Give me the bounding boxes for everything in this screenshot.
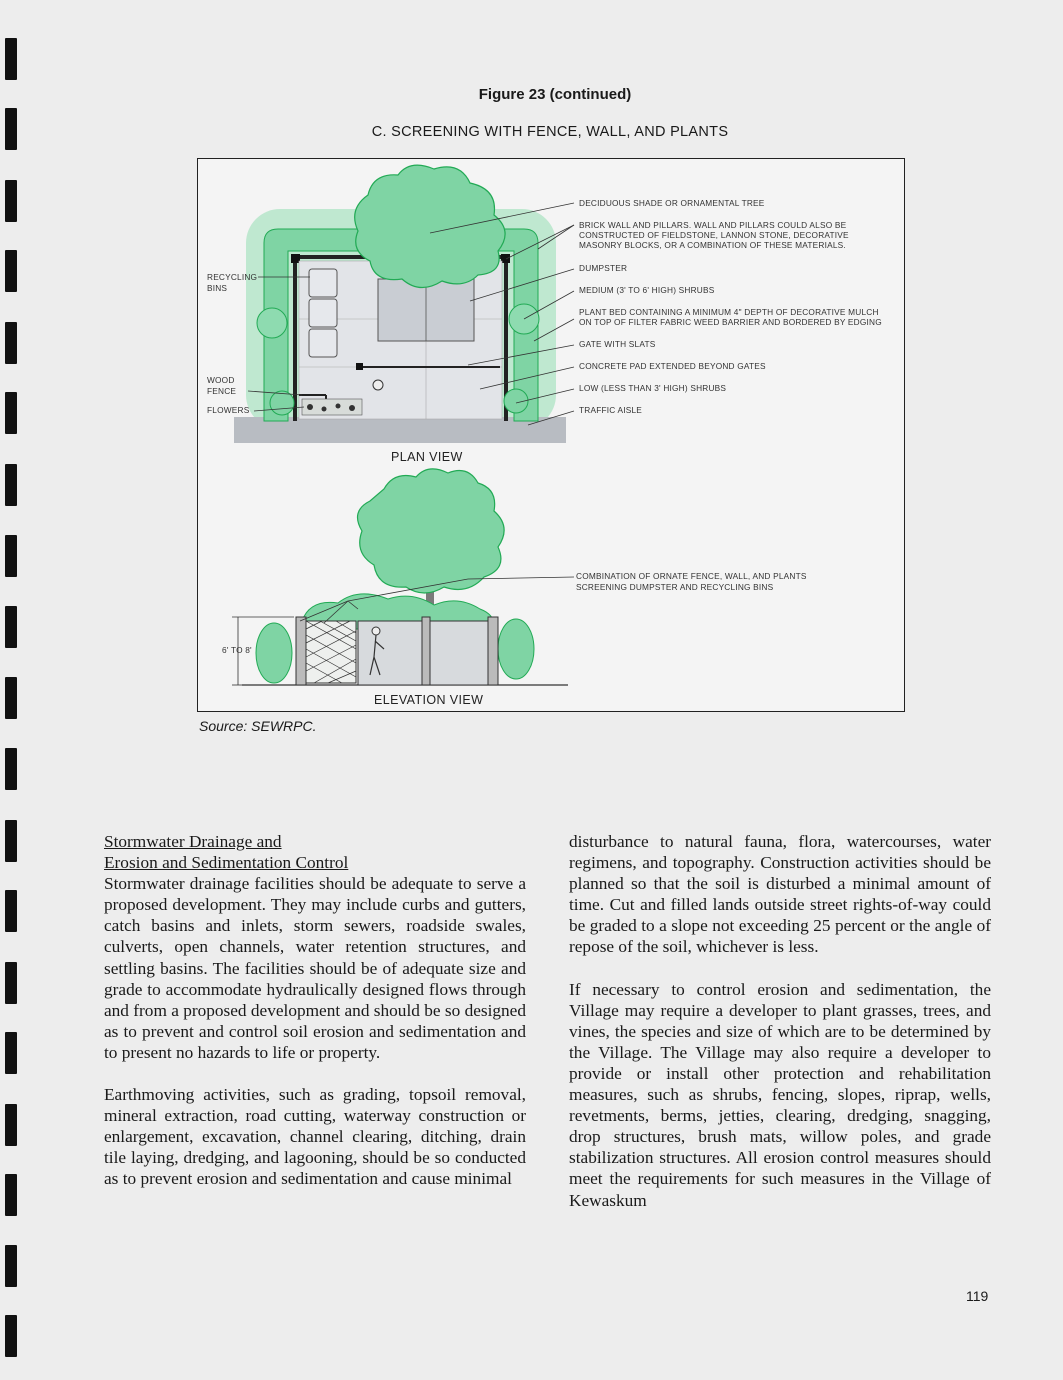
label-elevation-line2: SCREENING DUMPSTER AND RECYCLING BINS	[576, 582, 774, 592]
plan-view	[234, 165, 574, 443]
page-number: 119	[966, 1288, 989, 1304]
label-wood-fence-line2: FENCE	[207, 386, 237, 396]
section-heading-line2: Erosion and Sedimentation Control	[104, 853, 349, 873]
label-brick-wall-line3: MASONRY BLOCKS, OR A COMBINATION OF THESE MATERIALS.	[579, 240, 846, 250]
label-plant-bed-line2: ON TOP OF FILTER FABRIC WEED BARRIER AND BORDERED BY EDGING	[579, 317, 882, 327]
plan-view-label: PLAN VIEW	[391, 450, 463, 464]
label-gate: GATE WITH SLATS	[579, 339, 656, 349]
right-column	[569, 831, 991, 1232]
paragraph: Stormwater drainage facilities should be adequate to serve a proposed development. They may include curbs and gutters, catch basins and inlets, storm sewers, roadside swales, culverts, open channels, water retention structures, and settling basins. The facilities should be of adequate size and grade to accommodate hydraulically designed flows through and from a proposed development and should be so designed as to prevent and control soil erosion and sedimentation and to present no hazards to life or property.	[104, 874, 526, 1062]
label-brick-wall-line2: CONSTRUCTED OF FIELDSTONE, LANNON STONE, DECORATIVE	[579, 230, 849, 240]
label-elevation-line1: COMBINATION OF ORNATE FENCE, WALL, AND PLANTS	[576, 571, 807, 581]
figure-illustration	[197, 158, 905, 712]
elevation-view-label: ELEVATION VIEW	[374, 693, 484, 707]
label-low-shrubs: LOW (LESS THAN 3' HIGH) SHRUBS	[579, 383, 727, 393]
spiral-binding	[0, 0, 40, 1380]
left-column	[104, 831, 526, 1211]
label-recycling-bins-line2: BINS	[207, 283, 228, 293]
label-height: 6' TO 8'	[222, 645, 252, 655]
tree-canopy-plan	[355, 165, 505, 287]
label-wood-fence-line1: WOOD	[207, 375, 235, 385]
figure-title: Figure 23 (continued)	[478, 86, 632, 103]
label-concrete-pad: CONCRETE PAD EXTENDED BEYOND GATES	[579, 361, 766, 371]
figure-subtitle: C. SCREENING WITH FENCE, WALL, AND PLANTS	[371, 124, 729, 140]
figure-source: Source: SEWRPC.	[199, 718, 317, 734]
label-dumpster: DUMPSTER	[579, 263, 628, 273]
label-plant-bed-line1: PLANT BED CONTAINING A MINIMUM 4" DEPTH OF DECORATIVE MULCH	[579, 307, 879, 317]
label-brick-wall-line1: BRICK WALL AND PILLARS. WALL AND PILLARS COULD ALSO BE	[579, 220, 847, 230]
tree-canopy-elevation	[358, 469, 505, 593]
label-deciduous-tree: DECIDUOUS SHADE OR ORNAMENTAL TREE	[579, 198, 765, 208]
paragraph: Earthmoving activities, such as grading, topsoil removal, mineral extraction, road cutting, waterway construction or enlargement, excavation, channel clearing, ditching, drain tile laying, dredging, and lagooning, should be so conducted as to prevent erosion and sedimentation and cause minimal	[104, 1085, 526, 1189]
label-traffic-aisle: TRAFFIC AISLE	[579, 405, 642, 415]
section-heading-line1: Stormwater Drainage and	[104, 832, 282, 851]
label-recycling-bins-line1: RECYCLING	[207, 272, 258, 282]
figure-drawing	[198, 159, 904, 711]
elevation-view	[232, 469, 574, 685]
paragraph: If necessary to control erosion and sedimentation, the Village may require a developer to plant grasses, trees, and vines, the species and size of which are to be determined by the Village. The Village may also require a developer to provide or install other protection and rehabilitation measures, such as shrubs, fencing, slopes, riprap, wells, revetments, berms, jetties, clearing, dredging, snagging, drop structures, brush mats, willow poles, and grade stabilization structures. All erosion control measures should meet the requirements for such measures in the Village of Kewaskum	[569, 979, 991, 1210]
label-medium-shrubs: MEDIUM (3' TO 6' HIGH) SHRUBS	[579, 285, 715, 295]
paragraph: disturbance to natural fauna, flora, watercourses, water regimens, and topography. Construction activities should be planned so that the soil is disturbed a minimal amount of time. Cut and filled lands outside street rights-of-way could be graded to a slope not exceeding 25 percent or the angle of repose of the soil, whichever is less.	[569, 832, 991, 957]
label-flowers: FLOWERS	[207, 405, 250, 415]
